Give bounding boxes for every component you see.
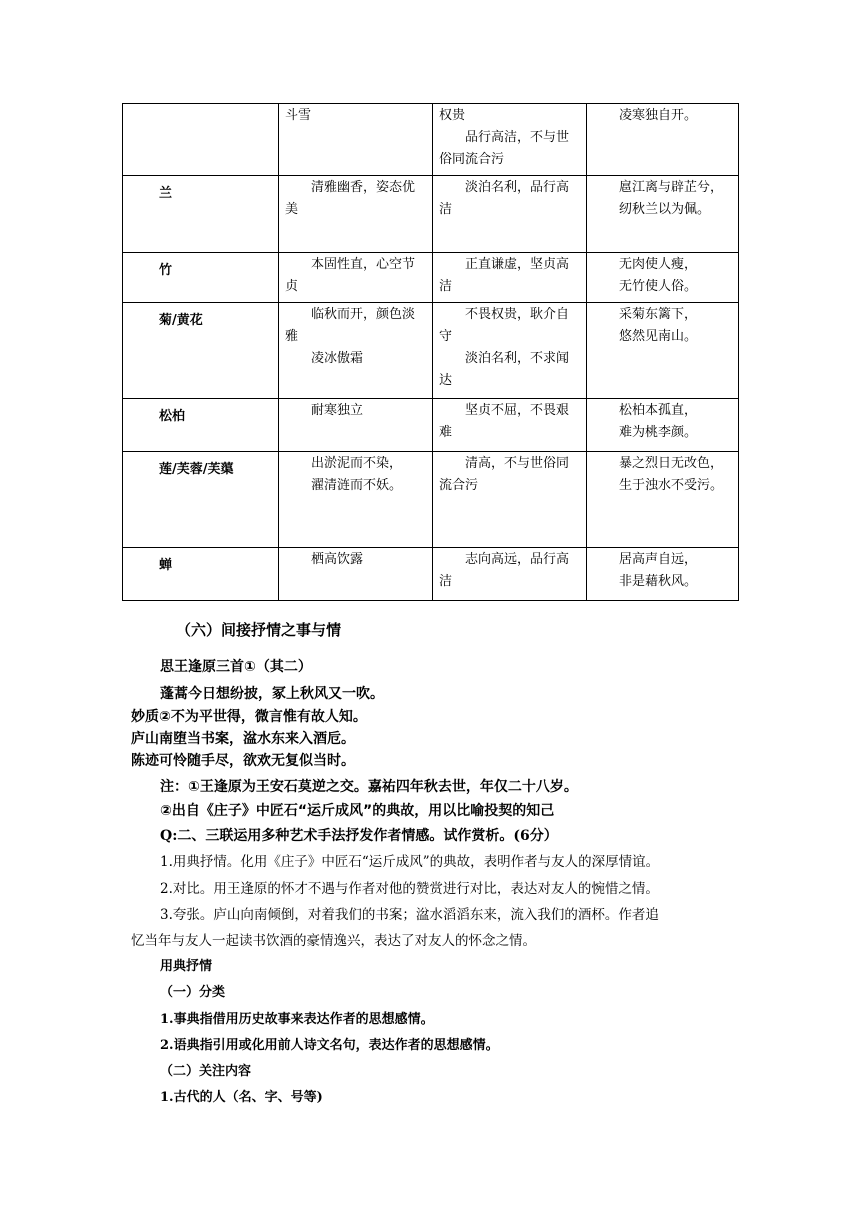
cell-verse (587, 303, 739, 399)
cell-meaning-line: 清高，不与世俗同流合污 (439, 456, 570, 493)
cell-verse (587, 176, 739, 253)
cell-meaning-line: 品行高洁，不与世俗同流合污 (439, 130, 570, 167)
allusion-item: 1.事典指借用历史故事来表达作者的思想感情。 (160, 1012, 434, 1027)
poem-line: 庐山南堕当书案，湓水东来入酒卮。 (131, 731, 355, 747)
table-row (123, 253, 739, 303)
cell-feature (279, 303, 433, 399)
imagery-table (122, 103, 739, 601)
cell-verse-line: 松柏本孤直， (619, 403, 698, 418)
cell-verse-line: 居高声自远， (619, 552, 698, 567)
cell-feature-line: 本固性直，心空节贞 (285, 257, 416, 294)
cell-meaning-line: 不畏权贵，耿介自守 (439, 307, 570, 344)
table-row (123, 104, 739, 176)
poem-note: 注：①王逢原为王安石莫逆之交。嘉祐四年秋去世，年仅二十八岁。 (160, 779, 578, 795)
cell-meaning-line: 正直谦虚，坚贞高洁 (439, 257, 570, 294)
cell-image-name: 莲/芙蓉/芙蕖 (123, 452, 279, 548)
question-text: Q:二、三联运用多种艺术手法抒发作者情感。试作赏析。(6分） (160, 828, 558, 844)
cell-image-name: 兰 (123, 176, 279, 253)
table-row (123, 399, 739, 452)
cell-verse (587, 548, 739, 601)
answer-line: 2.对比。用王逢原的怀才不遇与作者对他的赞赏进行对比，表达对友人的惋惜之情。 (160, 881, 659, 897)
answer-line: 忆当年与友人一起读书饮酒的豪情逸兴，表达了对友人的怀念之情。 (131, 933, 536, 949)
allusion-item: 2.语典指引用或化用前人诗文名句，表达作者的思想感情。 (160, 1038, 499, 1053)
cell-verse-line: 凌寒独自开。 (619, 108, 698, 123)
cell-feature-line: 临秋而开，颜色淡雅 (285, 307, 416, 344)
cell-image-name: 蝉 (123, 548, 279, 601)
cell-verse (587, 253, 739, 303)
section-heading: （六）间接抒情之事与情 (176, 621, 342, 639)
table-row (123, 452, 739, 548)
table-row (123, 548, 739, 601)
allusion-subheading: （一）分类 (160, 985, 226, 1000)
cell-verse-line: 无竹使人俗。 (619, 279, 698, 294)
cell-meaning-line: 权贵 (439, 108, 466, 123)
cell-meaning-line: 淡泊名利，不求闻达 (439, 351, 570, 388)
poem-line: 妙质②不为平世得，微言惟有故人知。 (131, 709, 367, 725)
cell-meaning (433, 104, 587, 176)
cell-feature (279, 399, 433, 452)
cell-image-name: 竹 (123, 253, 279, 303)
cell-verse-line: 难为桃李颜。 (619, 425, 698, 440)
cell-feature-line: 耐寒独立 (311, 403, 364, 418)
cell-image-name: 松柏 (123, 399, 279, 452)
cell-feature (279, 548, 433, 601)
cell-feature (279, 253, 433, 303)
allusion-title: 用典抒情 (160, 959, 213, 974)
cell-meaning-line: 坚贞不屈，不畏艰难 (439, 403, 570, 440)
cell-verse (587, 399, 739, 452)
cell-verse-line: 扈江离与辟芷兮， (619, 180, 724, 195)
allusion-focus: 1.古代的人（名、字、号等) (160, 1090, 323, 1105)
cell-meaning (433, 452, 587, 548)
cell-verse-line: 纫秋兰以为佩。 (619, 202, 711, 217)
cell-feature-line: 濯清涟而不妖。 (311, 478, 403, 493)
cell-feature (279, 176, 433, 253)
cell-verse (587, 452, 739, 548)
cell-feature-line: 凌冰傲霜 (311, 351, 364, 366)
cell-meaning (433, 303, 587, 399)
answer-line: 1.用典抒情。化用《庄子》中匠石“运斤成风”的典故，表明作者与友人的深厚情谊。 (160, 854, 660, 870)
cell-feature-line: 清雅幽香，姿态优美 (285, 180, 416, 217)
cell-verse-line: 采菊东篱下， (619, 307, 698, 322)
cell-image-name: 菊/黄花 (123, 303, 279, 399)
cell-feature (279, 452, 433, 548)
cell-verse-line: 暴之烈日无改色， (619, 456, 724, 471)
cell-image-name (123, 104, 279, 176)
poem-line: 陈迹可怜随手尽，欲欢无复似当时。 (131, 753, 355, 769)
poem-line: 蓬蒿今日想纷披，冢上秋风又一吹。 (160, 686, 384, 702)
cell-meaning (433, 253, 587, 303)
cell-verse-line: 无肉使人瘦， (619, 257, 698, 272)
poem-title: 思王逢原三首①（其二） (160, 659, 312, 675)
cell-verse-line: 生于浊水不受污。 (619, 478, 724, 493)
cell-verse-line: 悠然见南山。 (619, 329, 698, 344)
cell-meaning (433, 548, 587, 601)
cell-verse-line: 非是藉秋风。 (619, 574, 698, 589)
cell-feature-line: 斗雪 (285, 108, 312, 123)
cell-meaning (433, 399, 587, 452)
table-row (123, 303, 739, 399)
answer-line: 3.夸张。庐山向南倾倒，对着我们的书案；湓水滔滔东来，流入我们的酒杯。作者追 (160, 907, 659, 923)
cell-verse (587, 104, 739, 176)
cell-meaning-line: 淡泊名利，品行高洁 (439, 180, 570, 217)
allusion-subheading: （二）关注内容 (160, 1064, 252, 1079)
cell-meaning-line: 志向高远，品行高洁 (439, 552, 570, 589)
table-row (123, 176, 739, 253)
cell-meaning (433, 176, 587, 253)
cell-feature-line: 栖高饮露 (311, 552, 364, 567)
poem-note: ②出自《庄子》中匠石“运斤成风”的典故，用以比喻投契的知己 (160, 803, 555, 819)
cell-feature (279, 104, 433, 176)
cell-feature-line: 出淤泥而不染， (311, 456, 403, 471)
